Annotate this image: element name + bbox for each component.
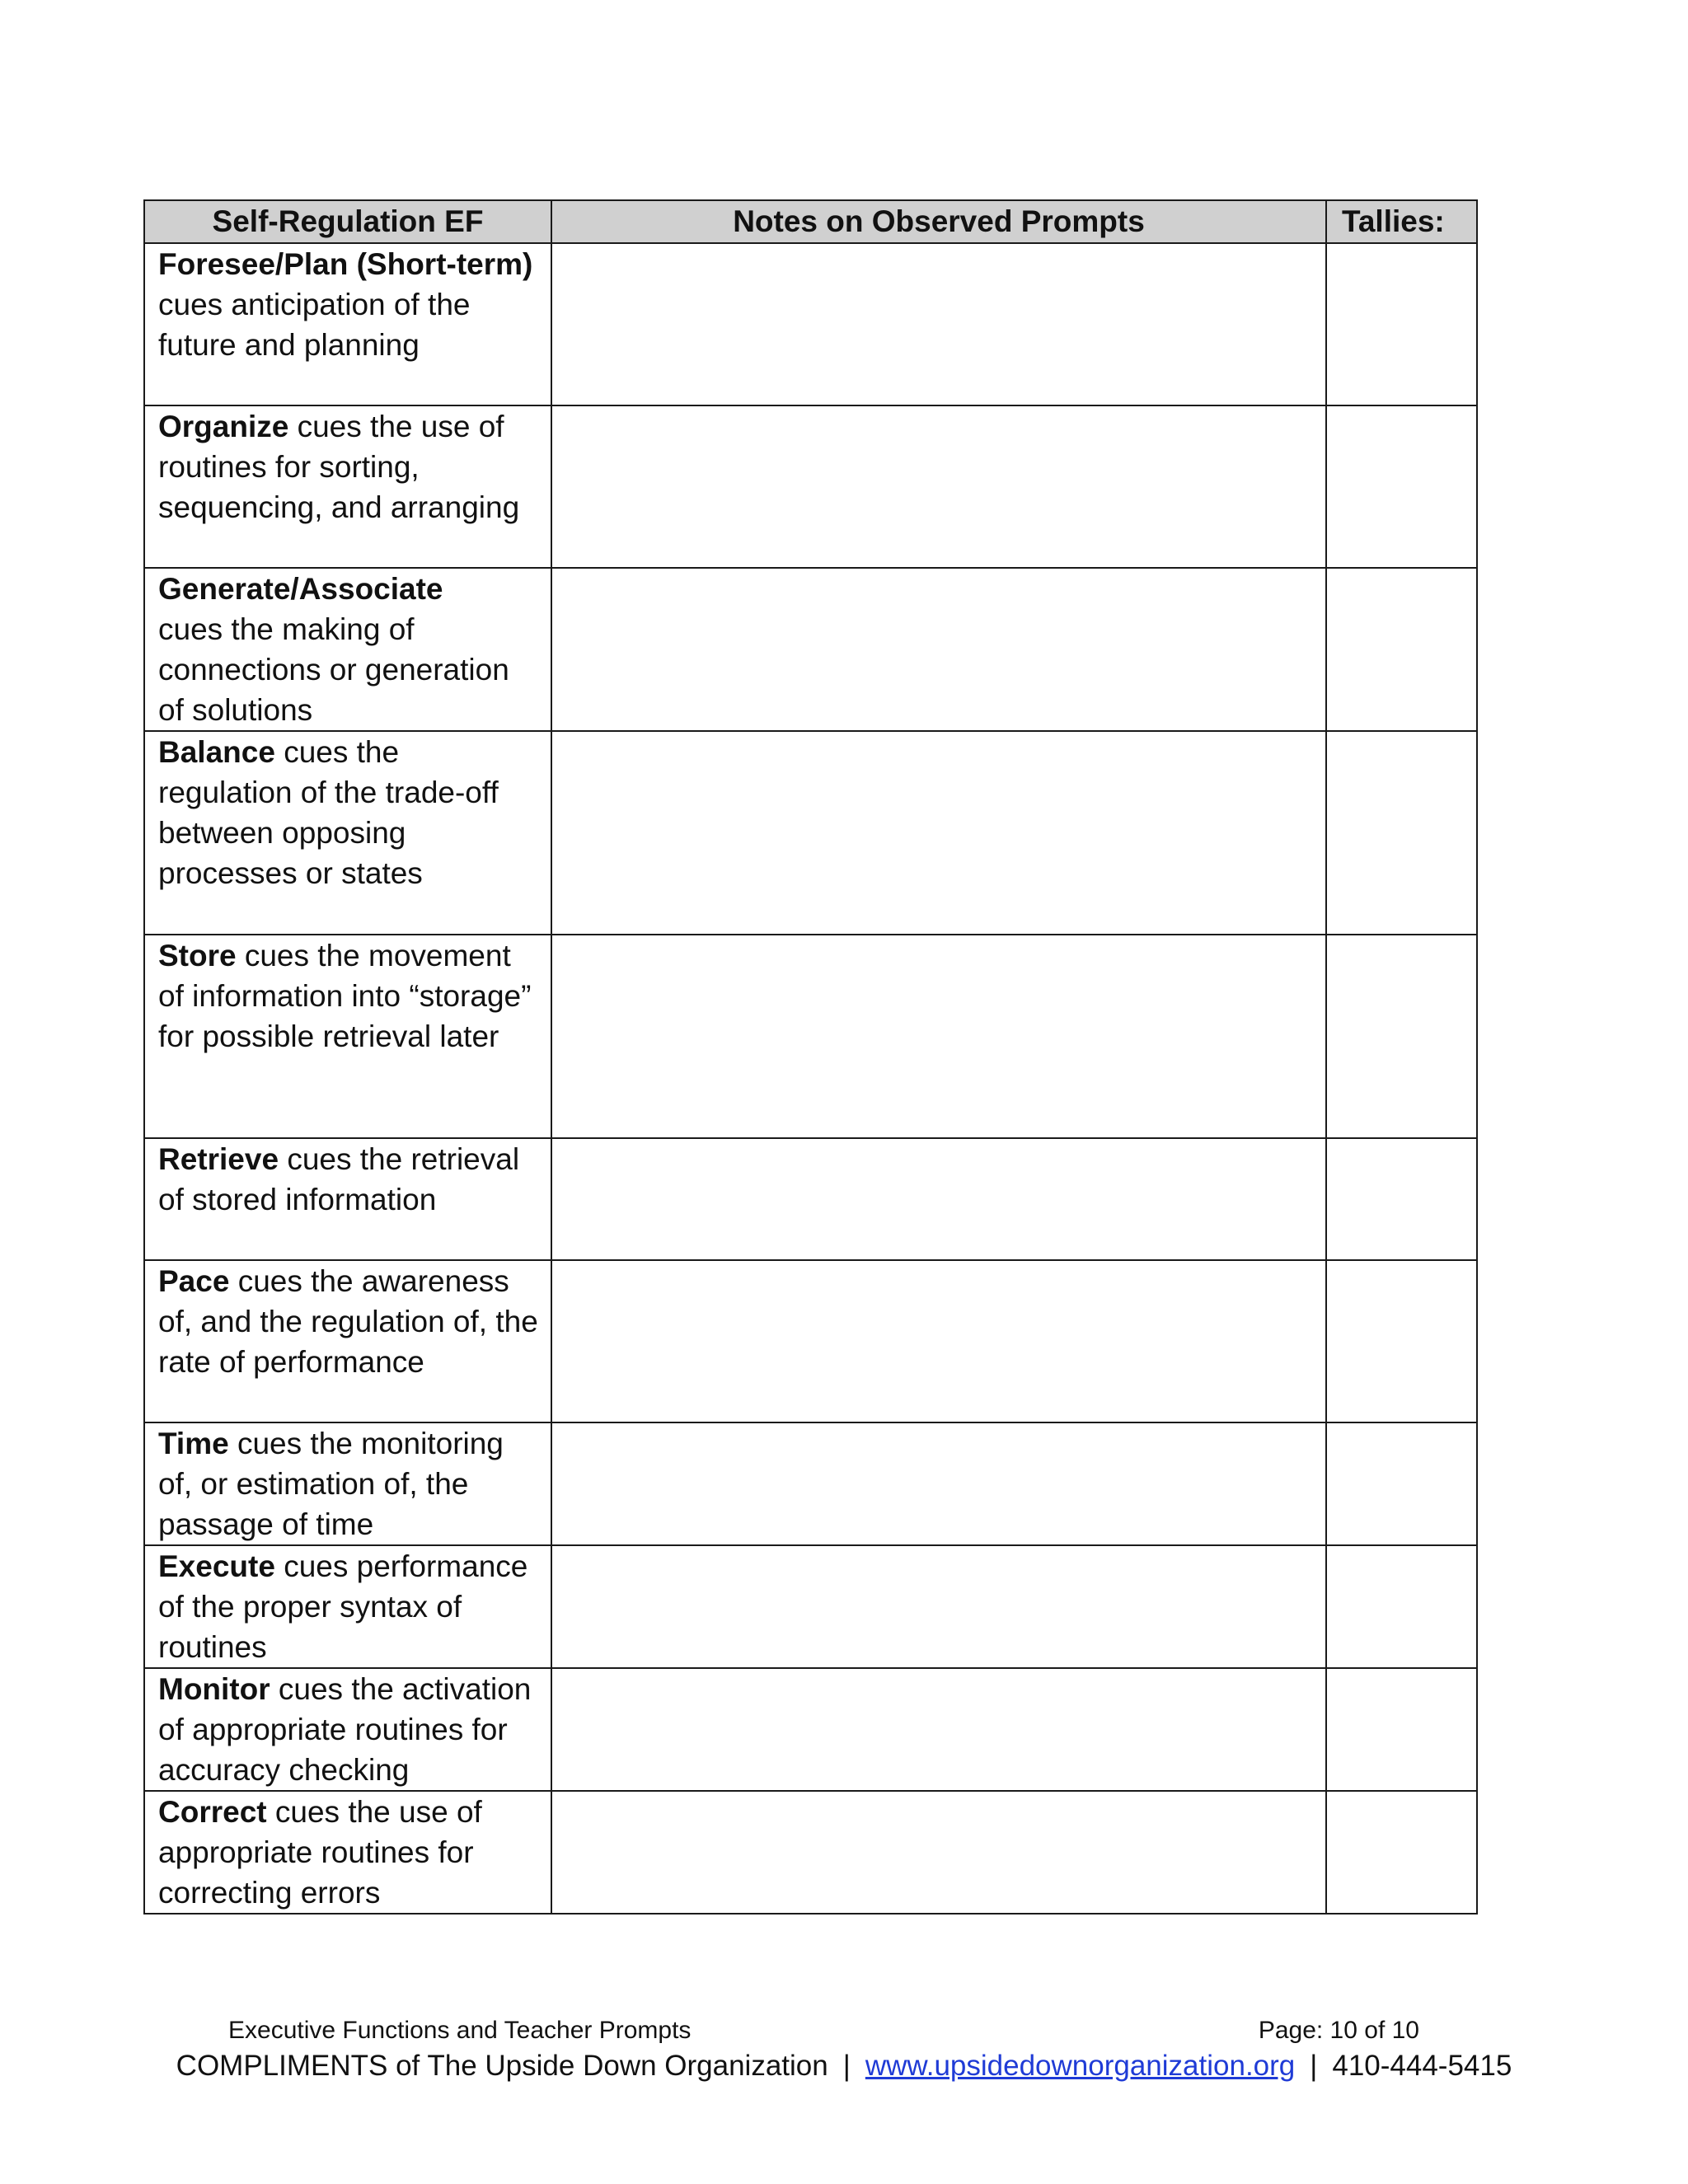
tallies-cell[interactable]: [1326, 405, 1477, 568]
ef-description: cues anticipation of the future and planning: [158, 288, 471, 362]
table-row: [144, 1791, 1477, 1914]
notes-cell[interactable]: [551, 1668, 1326, 1791]
footer-website-link[interactable]: www.upsidedownorganization.org: [865, 2050, 1296, 2082]
ef-description: cues the regulation of the trade-off between opposing processes or states: [158, 735, 499, 890]
tallies-cell[interactable]: [1326, 1138, 1477, 1260]
page-footer-top: [228, 2014, 1419, 2047]
notes-cell[interactable]: [551, 568, 1326, 731]
ef-cell: [144, 568, 551, 731]
ef-description: cues performance of the proper syntax of routines: [158, 1549, 528, 1664]
footer-page-number: Page: 10 of 10: [1258, 2017, 1419, 2044]
tallies-cell[interactable]: [1326, 1422, 1477, 1545]
ef-cell: [144, 1422, 551, 1545]
table-row: [144, 1545, 1477, 1668]
table-row: [144, 1260, 1477, 1422]
ef-name: Balance: [158, 735, 275, 769]
ef-cell: [144, 1668, 551, 1791]
notes-cell[interactable]: [551, 935, 1326, 1138]
ef-cell: [144, 731, 551, 935]
notes-cell[interactable]: [551, 1791, 1326, 1914]
ef-name: Organize: [158, 410, 289, 443]
ef-prompts-table: [143, 199, 1478, 1915]
table-header-row: [144, 200, 1477, 243]
table-row: [144, 935, 1477, 1138]
page-footer-bottom: [0, 2047, 1688, 2085]
notes-cell[interactable]: [551, 1422, 1326, 1545]
tallies-cell[interactable]: [1326, 935, 1477, 1138]
ef-description: cues the use of routines for sorting, sequencing, and arranging: [158, 410, 520, 524]
ef-description: cues the use of appropriate routines for correcting errors: [158, 1795, 482, 1910]
footer-separator: |: [842, 2050, 851, 2082]
ef-name: Retrieve: [158, 1142, 279, 1176]
ef-description: cues the making of connections or generation of solutions: [158, 612, 509, 727]
ef-name: Pace: [158, 1264, 230, 1298]
ef-cell: [144, 1545, 551, 1668]
ef-name: Time: [158, 1427, 229, 1460]
ef-cell: [144, 1260, 551, 1422]
tallies-cell[interactable]: [1326, 1668, 1477, 1791]
ef-description: cues the movement of information into “storage” for possible retrieval later: [158, 939, 532, 1053]
ef-description: cues the awareness of, and the regulation of, the rate of performance: [158, 1264, 538, 1379]
tallies-cell[interactable]: [1326, 243, 1477, 405]
tallies-cell[interactable]: [1326, 731, 1477, 935]
ef-name: Foresee/Plan (Short-term): [158, 247, 533, 281]
ef-description: cues the retrieval of stored information: [158, 1142, 520, 1216]
table-row: [144, 1422, 1477, 1545]
ef-description: cues the activation of appropriate routines for accuracy checking: [158, 1672, 532, 1787]
table-row: [144, 1138, 1477, 1260]
footer-document-title: Executive Functions and Teacher Prompts: [228, 2017, 692, 2044]
table-row: [144, 731, 1477, 935]
ef-name: Store: [158, 939, 237, 972]
table-row: [144, 568, 1477, 731]
ef-cell: [144, 1791, 551, 1914]
table-row: [144, 1668, 1477, 1791]
ef-name: Generate/Associate: [158, 572, 443, 606]
tallies-cell[interactable]: [1326, 1260, 1477, 1422]
notes-cell[interactable]: [551, 1138, 1326, 1260]
ef-cell: [144, 1138, 551, 1260]
ef-name: Monitor: [158, 1672, 270, 1706]
notes-cell[interactable]: [551, 731, 1326, 935]
ef-cell: [144, 935, 551, 1138]
tallies-cell[interactable]: [1326, 568, 1477, 731]
tallies-cell[interactable]: [1326, 1791, 1477, 1914]
ef-description: cues the monitoring of, or estimation of, the passage of time: [158, 1427, 504, 1541]
table-row: [144, 405, 1477, 568]
header-tallies: Tallies:: [1326, 200, 1477, 243]
notes-cell[interactable]: [551, 405, 1326, 568]
footer-separator: |: [1310, 2050, 1318, 2082]
table-row: [144, 243, 1477, 405]
header-self-regulation-ef: Self-Regulation EF: [144, 200, 551, 243]
tallies-cell[interactable]: [1326, 1545, 1477, 1668]
footer-compliments: COMPLIMENTS of The Upside Down Organization: [176, 2050, 828, 2082]
ef-cell: [144, 243, 551, 405]
footer-phone: 410-444-5415: [1332, 2050, 1512, 2082]
ef-cell: [144, 405, 551, 568]
ef-name: Execute: [158, 1549, 275, 1583]
notes-cell[interactable]: [551, 1545, 1326, 1668]
header-notes-on-observed-prompts: Notes on Observed Prompts: [551, 200, 1326, 243]
notes-cell[interactable]: [551, 1260, 1326, 1422]
notes-cell[interactable]: [551, 243, 1326, 405]
ef-name: Correct: [158, 1795, 267, 1829]
